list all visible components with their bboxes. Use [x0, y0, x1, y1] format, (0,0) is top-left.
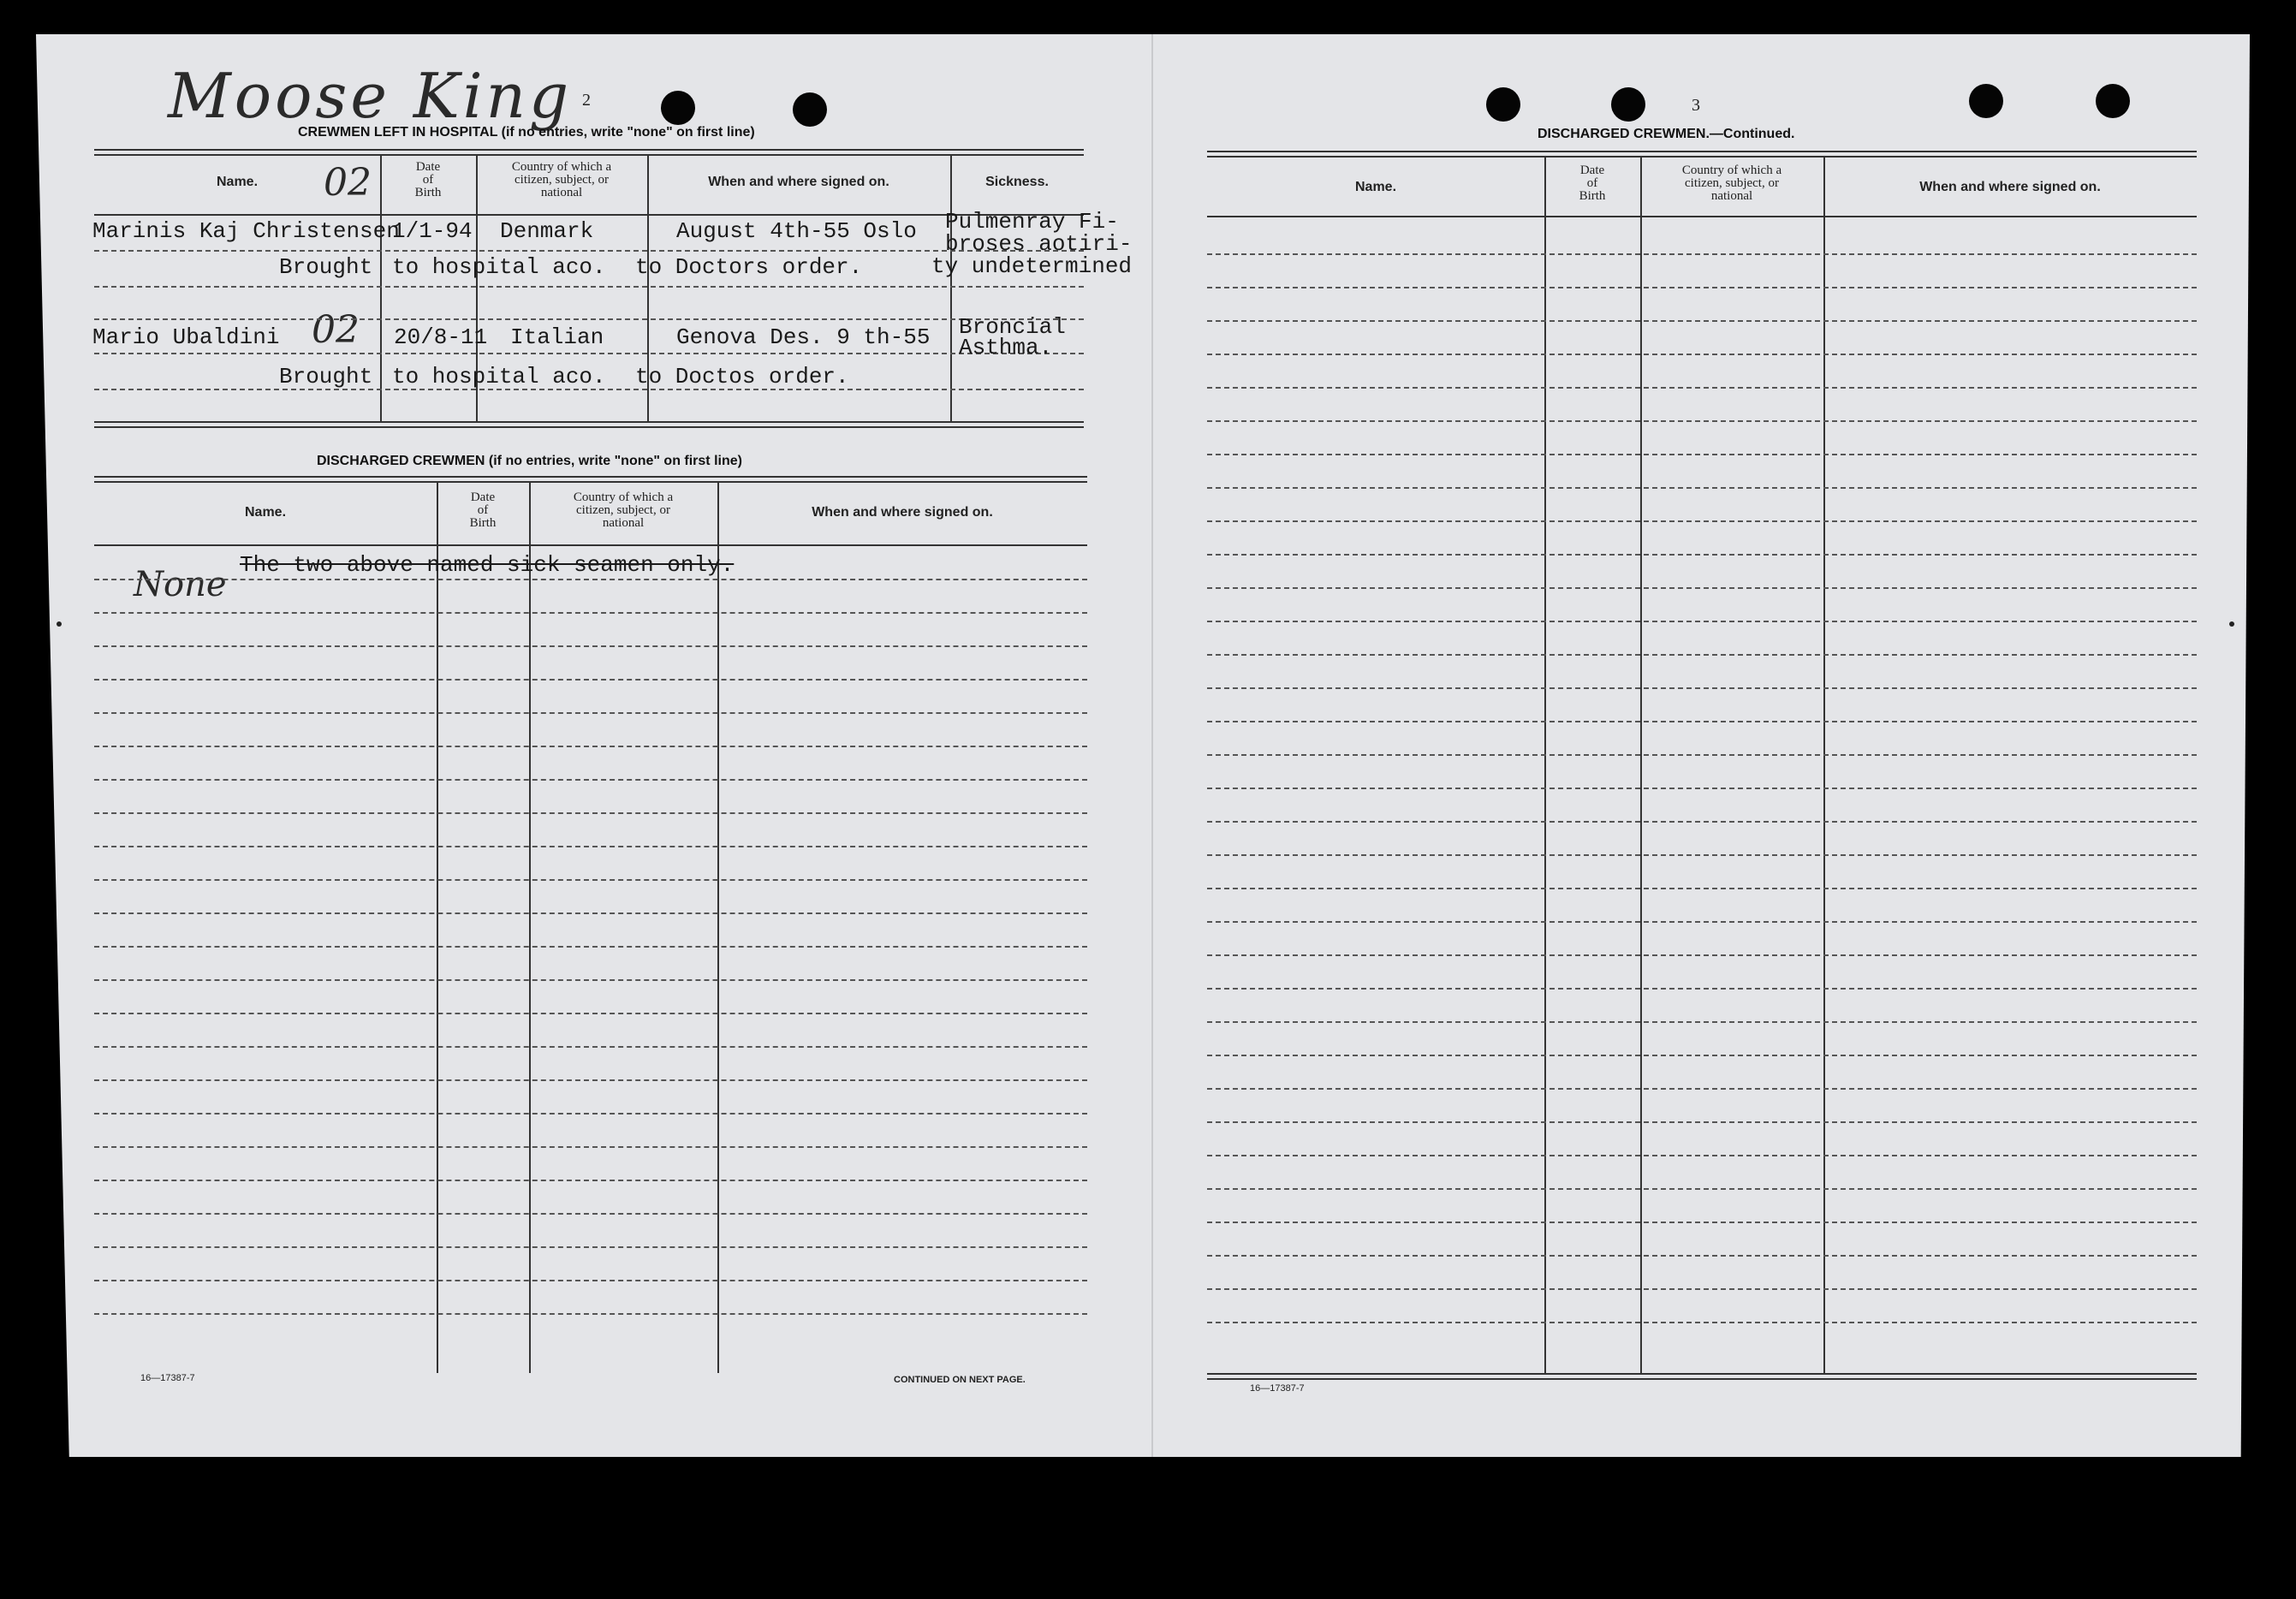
ruled-line — [1207, 253, 2197, 255]
ruled-line — [94, 812, 1087, 814]
page-number: 3 — [1692, 96, 1700, 115]
ruled-line — [1207, 754, 2197, 756]
discharged-continued-table — [1207, 151, 2197, 1380]
discharged-table — [94, 476, 1087, 1366]
header-signed-on: When and where signed on. — [1919, 180, 2101, 194]
section-title-discharged: DISCHARGED CREWMEN (if no entries, write "none" on first line) — [317, 454, 742, 468]
crew-signed-on: August 4th-55 Oslo — [676, 218, 917, 244]
ruled-line — [1207, 420, 2197, 422]
ruled-line — [94, 746, 1087, 747]
ruled-line — [1207, 554, 2197, 556]
ruled-line — [1207, 988, 2197, 990]
ruled-line — [94, 879, 1087, 881]
punch-hole — [793, 92, 827, 127]
discharged-note: The two above named sick seamen only. — [240, 552, 735, 578]
ruled-line — [94, 579, 1087, 580]
ruled-line — [1207, 821, 2197, 823]
crew-name: Marinis Kaj Christensen — [92, 218, 400, 244]
form-number: 16—17387-7 — [1250, 1383, 1305, 1394]
ruled-line — [1207, 1255, 2197, 1257]
header-dob: Date of Birth — [414, 160, 442, 199]
ruled-line — [1207, 487, 2197, 489]
punch-hole — [1611, 87, 1645, 122]
crew-name: Mario Ubaldini — [92, 324, 280, 350]
ruled-line — [1207, 788, 2197, 789]
ruled-line — [1207, 721, 2197, 722]
ruled-line — [94, 779, 1087, 781]
ruled-line — [1207, 1088, 2197, 1090]
ruled-line — [94, 1180, 1087, 1181]
ruled-line — [1207, 387, 2197, 389]
crew-sickness: Pulmenray Fi- broses aotiri- ty undetermined — [931, 209, 1133, 279]
crew-note: to Doctos order. — [635, 364, 849, 389]
ruled-line — [1207, 1055, 2197, 1056]
ruled-line — [1207, 1155, 2197, 1156]
handwritten-code: 02 — [324, 161, 372, 205]
ruled-line — [1207, 287, 2197, 288]
crew-note: to hospital aco. — [392, 364, 606, 389]
crew-note: Brought — [279, 364, 373, 389]
dust-speck — [57, 621, 62, 627]
ruled-line — [94, 712, 1087, 714]
ruled-line — [94, 1246, 1087, 1248]
ruled-line — [1207, 454, 2197, 455]
ruled-line — [94, 846, 1087, 847]
ruled-line — [1207, 687, 2197, 689]
ruled-line — [1207, 520, 2197, 522]
header-country: Country of which a citizen, subject, or national — [573, 490, 674, 530]
punch-hole — [1969, 84, 2003, 118]
ruled-line — [94, 1113, 1087, 1115]
ruled-line — [1207, 1188, 2197, 1190]
header-name: Name. — [244, 505, 287, 520]
header-country: Country of which a citizen, subject, or national — [511, 160, 612, 199]
ruled-line — [94, 912, 1087, 914]
header-dob: Date of Birth — [469, 490, 497, 530]
ruled-line — [1207, 854, 2197, 856]
ruled-line — [94, 1146, 1087, 1148]
header-dob: Date of Birth — [1579, 163, 1606, 203]
ruled-line — [1207, 888, 2197, 889]
ruled-line — [94, 645, 1087, 647]
ruled-line — [1207, 1021, 2197, 1023]
punch-hole — [2096, 84, 2130, 118]
crew-country: Italian — [510, 324, 604, 350]
ruled-line — [1207, 921, 2197, 923]
crew-note: Brought — [279, 254, 373, 280]
punch-hole — [661, 91, 695, 125]
section-title-hospital: CREWMEN LEFT IN HOSPITAL (if no entries, write "none" on first line) — [298, 125, 755, 140]
crew-note: to hospital aco. — [392, 254, 606, 280]
crew-dob: 20/8-11 — [394, 324, 488, 350]
header-signed-on: When and where signed on. — [708, 175, 889, 189]
crew-sickness: Broncial Asthma. — [959, 314, 1066, 360]
handwritten-none: None — [134, 565, 227, 604]
ruled-line — [94, 612, 1087, 614]
ruled-line — [94, 1046, 1087, 1048]
page-fold — [1151, 34, 1153, 1457]
ruled-line — [1207, 1288, 2197, 1290]
handwritten-ship-name: Moose King — [168, 60, 573, 132]
crew-signed-on: Genova Des. 9 th-55 — [676, 324, 931, 350]
header-country: Country of which a citizen, subject, or national — [1681, 163, 1782, 203]
header-sickness: Sickness. — [985, 175, 1049, 189]
crew-note: to Doctors order. — [635, 254, 863, 280]
ruled-line — [1207, 1121, 2197, 1123]
ruled-line — [1207, 1222, 2197, 1223]
ruled-line — [94, 679, 1087, 681]
ruled-line — [1207, 1322, 2197, 1323]
crew-country: Denmark — [500, 218, 594, 244]
header-name: Name. — [216, 175, 259, 189]
ruled-line — [94, 979, 1087, 981]
header-name: Name. — [1354, 180, 1397, 194]
crew-dob: 1/1-94 — [392, 218, 473, 244]
page-number: 2 — [582, 91, 591, 110]
ruled-line — [94, 1280, 1087, 1281]
ruled-line — [1207, 587, 2197, 589]
dust-speck — [2229, 621, 2234, 627]
ruled-line — [1207, 320, 2197, 322]
ruled-line — [1207, 354, 2197, 355]
header-signed-on: When and where signed on. — [812, 505, 993, 520]
ruled-line — [94, 946, 1087, 948]
continued-note: CONTINUED ON NEXT PAGE. — [894, 1375, 1026, 1385]
ruled-line — [1207, 954, 2197, 956]
ruled-line — [1207, 621, 2197, 622]
ruled-line — [94, 1013, 1087, 1014]
handwritten-code: 02 — [312, 308, 360, 352]
ruled-line — [94, 1213, 1087, 1215]
punch-hole — [1486, 87, 1520, 122]
ruled-line — [1207, 654, 2197, 656]
form-number: 16—17387-7 — [140, 1373, 195, 1383]
ruled-line — [94, 1313, 1087, 1315]
section-title-discharged-continued: DISCHARGED CREWMEN.—Continued. — [1538, 127, 1795, 141]
ruled-line — [94, 1079, 1087, 1081]
